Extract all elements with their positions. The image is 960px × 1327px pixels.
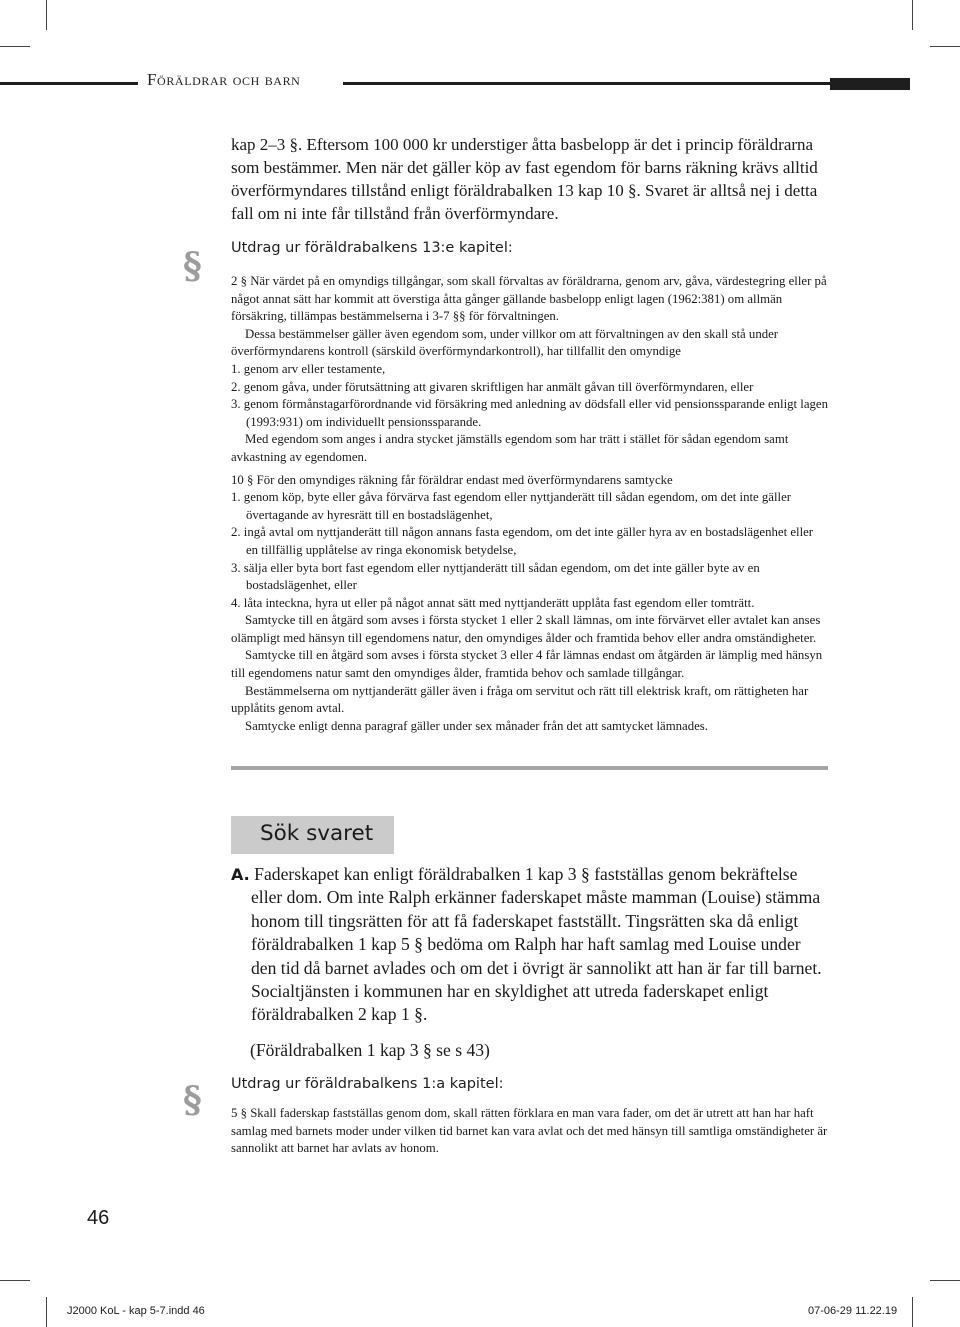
excerpt1-list1-item: 1. genom arv eller testamente, xyxy=(231,361,386,376)
sok-svaret-label: Sök svaret xyxy=(260,821,374,846)
excerpt2-body xyxy=(231,1105,828,1158)
crop-mark xyxy=(0,46,30,47)
running-header-title: Föräldrar och barn xyxy=(147,70,301,89)
footer-timestamp: 07-06-29 11.22.19 xyxy=(808,1305,898,1317)
excerpt1-p3: Med egendom som anges i andra stycket jämställs egendom som har trätt i stället för sådan egendom samt avkastning av egendomen. xyxy=(231,432,789,464)
excerpt1-list2-item: 3. sälja eller byta bort fast egendom eller nyttjanderätt till sådan egendom, om det inte gäller byte av en bostadslägenhet, eller xyxy=(231,560,760,593)
excerpt1-p5: Samtycke till en åtgärd som avses i första stycket 1 eller 2 skall lämnas, om inte förvärvet eller avtalet kan anses olämpligt med hänsyn till egendomens natur, den omyndiges ålder och framtida behov eller andra omständigheter. xyxy=(231,613,821,645)
excerpt1-title: Utdrag ur föräldrabalkens 13:e kapitel: xyxy=(231,240,513,256)
header-rule-right xyxy=(343,82,830,85)
excerpt1-list2-item: 4. låta inteckna, hyra ut eller på något annat sätt med nyttjanderätt upplåta fast egendom eller tomträtt. xyxy=(231,595,755,610)
crop-mark xyxy=(930,1280,960,1281)
excerpt1-list1-item: 2. genom gåva, under förutsättning att givaren skriftligen har anmält gåvan till överförmyndaren, eller xyxy=(231,379,754,394)
excerpt1-list1-item: 3. genom förmånstagarförordnande vid försäkring med anledning av dödsfall eller vid pensionssparande enligt lagen (1993:931) om individuellt pensionssparande. xyxy=(231,397,829,429)
intro-paragraph xyxy=(231,133,831,225)
answer-block xyxy=(231,863,829,1027)
excerpt1-p2: Dessa bestämmelser gäller även egendom som, under villkor om att förvaltningen av den skall stå under överförmyndarens kontroll (särskild överförmyndarkontroll), har tillfallit den omyndige xyxy=(231,326,779,359)
crop-mark xyxy=(912,1297,913,1327)
excerpt1-p6: Samtycke till en åtgärd som avses i första stycket 3 eller 4 får lämnas endast om åtgärden är lämplig med hänsyn till egendomens natur samt den omyndiges ålder, framtida behov och samlade tillgångar. xyxy=(231,648,823,681)
crop-mark xyxy=(930,46,960,47)
crop-mark xyxy=(46,0,47,30)
answer-text: Faderskapet kan enligt föräldrabalken 1 kap 3 § fastställas genom bekräftelse eller dom. Om inte Ralph erkänner faderskapet måste mamman (Louise) stämma honom till tingsrätten för att få faderskapet fastställt. Tingsrätten ska då enligt föräldrabalken 1 kap 5 § bedöma om Ralph har haft samlag med Louise under den tid då barnet avlades och om det i övrigt är sannolikt att han är far till barnet. Socialtjänsten i kommunen har en skyldighet att utreda faderskapet enligt föräldrabalken 2 kap 1 §. xyxy=(251,864,822,1025)
excerpt1-body xyxy=(231,273,828,735)
excerpt1-p1: 2 § När värdet på en omyndigs tillgångar, som skall förvaltas av föräldrarna, genom arv, gåva, värdestegring eller på något annat sätt har kommit att överstiga åtta gånger gällande basbelopp enligt lagen (1962:381) om allmän försäkring, tillämpas bestämmelserna i 3-7 §§ för förvaltningen. xyxy=(231,274,827,324)
excerpt1-list2-item: 2. ingå avtal om nyttjanderätt till någon annans fasta egendom, om det inte gäller hyra av en bostadslägenhet eller en tillfällig upplåtelse av ringa ekonomisk betydelse, xyxy=(231,525,814,557)
header-rule-left xyxy=(0,82,138,85)
intro-text: kap 2–3 §. Eftersom 100 000 kr understiger åtta basbelopp är det i princip föräldrarna som bestämmer. Men när det gäller köp av fast egendom för barns räkning krävs alltid överförmyndares tillstånd enligt föräldrabalken 13 kap 10 §. Svaret är alltså nej i detta fall om ni inte får tillstånd från överförmyndare. xyxy=(231,135,818,223)
page-number: 46 xyxy=(87,1207,110,1229)
excerpt1-p7: Bestämmelserna om nyttjanderätt gäller även i fråga om servitut och rätt till elektrisk kraft, om rättigheten har upplåtits genom avtal. xyxy=(231,683,809,716)
answer-paragraph xyxy=(231,863,829,1027)
header-rule xyxy=(0,78,960,90)
crop-mark xyxy=(912,0,913,30)
answer-reference: (Föräldrabalken 1 kap 3 § se s 43) xyxy=(250,1040,490,1060)
excerpt2-p1: 5 § Skall faderskap fastställas genom dom, skall rätten förklara en man vara fader, om det är utrett att han har haft samlag med barnets moder under vilken tid barnet kan vara avlat och det med hänsyn till samtliga omständigheter är sannolikt att barnet har avlats av honom. xyxy=(231,1106,828,1156)
crop-mark xyxy=(0,1280,30,1281)
excerpt1-list2-item: 1. genom köp, byte eller gåva förvärva fast egendom eller nyttjanderätt till sådan egendom, om det inte gäller övertagande av hyresrätt till en bostadslägenhet, xyxy=(231,490,792,522)
sok-svaret-heading xyxy=(231,816,394,854)
section-symbol-icon: § xyxy=(183,1079,202,1121)
answer-label: A. xyxy=(231,865,250,884)
excerpt1-p4: 10 § För den omyndiges räkning får föräldrar endast med överförmyndarens samtycke xyxy=(231,472,673,487)
crop-mark xyxy=(46,1297,47,1327)
excerpt1-bottom-rule xyxy=(231,766,828,770)
excerpt1-p8: Samtycke enligt denna paragraf gäller under sex månader från det att samtycket lämnades. xyxy=(245,718,708,733)
footer-file-info: J2000 KoL - kap 5-7.indd 46 xyxy=(67,1305,205,1317)
excerpt2-title: Utdrag ur föräldrabalkens 1:a kapitel: xyxy=(231,1076,504,1092)
header-rule-tab xyxy=(830,78,910,90)
section-symbol-icon: § xyxy=(183,245,202,287)
